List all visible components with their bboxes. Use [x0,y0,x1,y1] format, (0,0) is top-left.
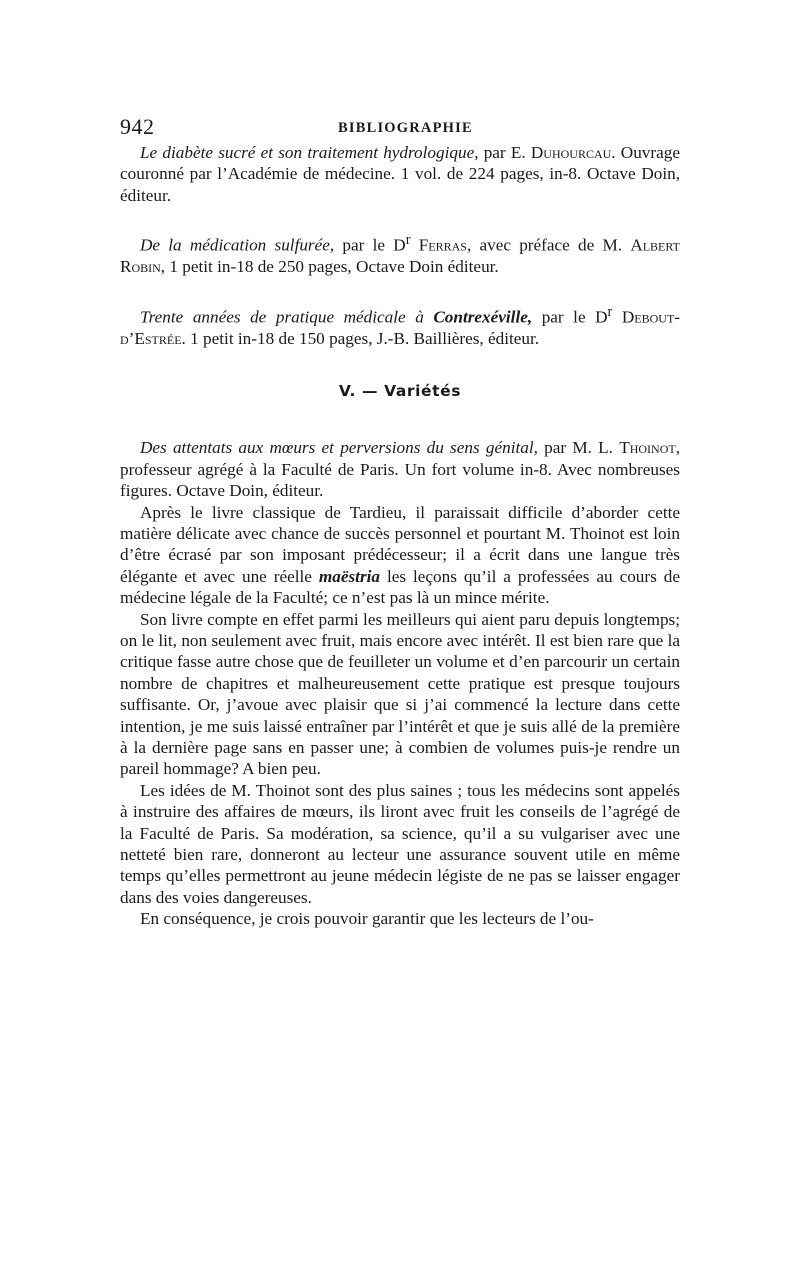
review-by: par M. L. [537,438,620,458]
book-page [120,112,680,930]
review-author: Thoinot, [619,438,680,458]
entry-details: 1 petit in-18 de 250 pages, Octave Doin éditeur. [165,257,499,277]
review-emphasis: maëstria [318,566,381,586]
review-paragraph: En conséquence, je crois pouvoir garantir que les lecteurs de l’ou- [140,909,594,929]
review-paragraph: Son livre compte en effet parmi les meilleurs qui aient paru depuis longtemps; on le lit, non seulement avec fruit, mais encore avec intérêt. Il est bien rare que la critique fasse autre chose que de feuilleter un volume et d’en parcourir un certain nombre de chapitres et malheureusement cette pratique est presque toujours suffisante. Or, j’avoue avec plaisir que si j’ai commencé la lecture dans cette intention, je me suis laissé entraîner par l’intérêt et que je suis allé de la première à la dernière page sans en passer une; à combien de volumes puis-je rendre un pareil hommage? A bien peu. [120,609,680,779]
entry-author: Debout-d’Estrée. [120,307,680,348]
review-paragraph: Les idées de M. Thoinot sont des plus saines ; tous les médecins sont appelés à instruire des affaires de mœurs, ils liront avec fruit les conseils de l’agrégé de la Faculté de Paris. Sa modération, sa science, qu’il a su vulgariser avec une netteté bien rare, donneront au lecteur une assurance souvent utile en même temps qu’elles permettront au jeune médecin légiste de ne pas se laisser engager dans des voies dangereuses. [120,780,680,907]
entry-details: 1 petit in-18 de 150 pages, J.-B. Baillières, éditeur. [185,328,540,348]
entry-title-place: Contrexéville, [433,307,533,327]
entry-title: Trente années de pratique médicale à [140,307,434,327]
entry-details: Ouvrage couronné par l’Académie de médecine. 1 vol. de 224 pages, in-8. Octave Doin, éditeur. [120,143,680,205]
running-title: BIBLIOGRAPHIE [338,120,473,136]
bibliography-entry [120,230,680,278]
page-number: 942 [120,114,155,139]
entry-connector: avec préface de M. [471,235,631,255]
review-citation [120,437,680,501]
entry-by-superscript: r [405,232,411,249]
bibliography-entry [120,302,680,350]
entry-by: par le D [532,307,608,327]
review-paragraph-text: Après le livre classique de Tardieu, il paraissait difficile d’aborder cette matière délicate avec chance de succès personnel et pourtant M. Thoinot est loin d’être écrasé par son imposant prédécesseur; il a écrit dans une langue très élégante et avec une réelle [120,502,680,586]
entry-by: par le D [334,235,406,255]
page-header [120,112,680,142]
section-heading: V. — Variétés [338,382,462,401]
review [120,437,680,929]
review-book-title: Des attentats aux mœurs et perversions du sens génital, [140,438,538,458]
entry-author: Duhourcau. [530,143,616,162]
review-book-details: professeur agrégé à la Faculté de Paris. Un fort volume in-8. Avec nombreuses figures. Octave Doin, éditeur. [120,459,680,501]
bibliography-entry [120,142,680,206]
entry-author-secondary: Albert Robin, [120,235,681,277]
entry-by: par E. [478,143,531,162]
review-paragraph [120,502,680,609]
entry-author: Ferras, [410,235,472,255]
entry-by-superscript: r [607,303,613,320]
entry-title: De la médication sulfurée, [140,235,335,255]
review-paragraph-text: les leçons qu’il a professées au cours de médecine légale de la Faculté; ce n’est pas là un mince mérite. [120,566,680,608]
entry-title: Le diabète sucré et son traitement hydrologique, [140,143,479,162]
